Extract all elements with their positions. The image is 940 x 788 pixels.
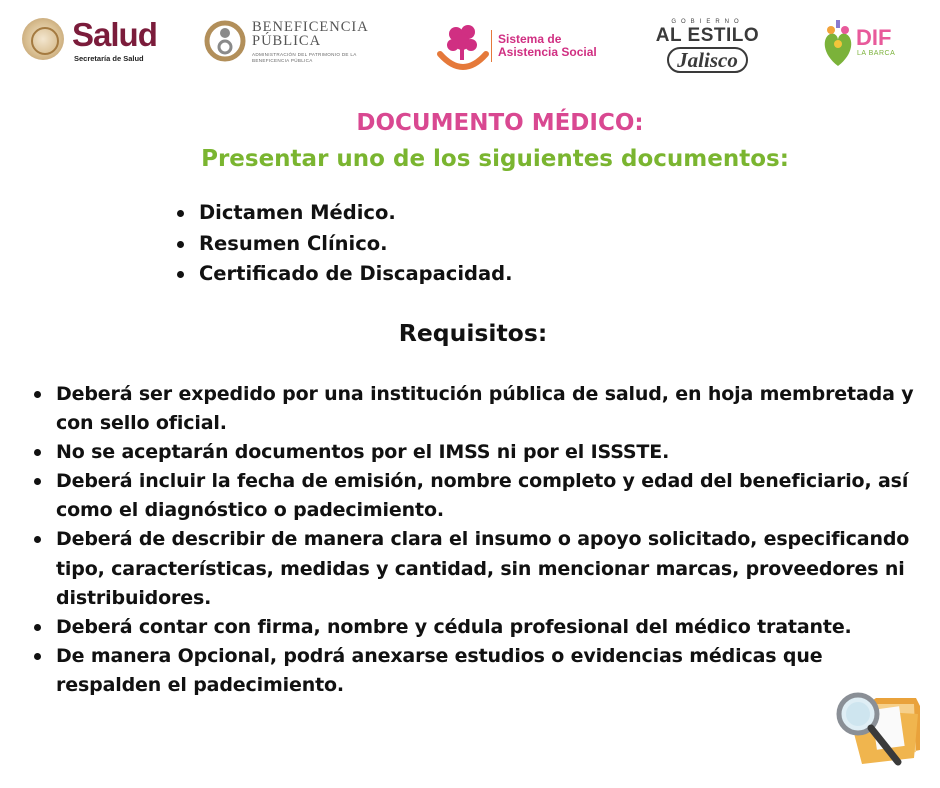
document-option-text: Dictamen Médico.: [199, 201, 396, 224]
requirement-text: Deberá contar con firma, nombre y cédula profesional del médico tratante.: [56, 615, 852, 638]
sistema-divider: [491, 30, 492, 62]
sistema-logo-text: [498, 33, 597, 59]
document-option-text: Certificado de Discapacidad.: [199, 262, 513, 285]
list-item: [32, 613, 927, 642]
salud-logo-subtitle: Secretaría de Salud: [74, 54, 144, 63]
list-item: [32, 642, 927, 700]
document-type-heading: DOCUMENTO MÉDICO:: [356, 110, 644, 136]
bullet-icon: [177, 241, 184, 248]
list-item: [32, 438, 927, 467]
requirement-text: De manera Opcional, podrá anexarse estudios o evidencias médicas que respalden el padecimiento.: [56, 644, 823, 696]
bullet-icon: [34, 653, 41, 660]
accepted-documents-list: [175, 198, 513, 290]
dif-family-icon: [820, 18, 856, 68]
document-option-text: Resumen Clínico.: [199, 231, 388, 255]
list-item: [175, 229, 513, 260]
requirement-text: Deberá de describir de manera clara el insumo o apoyo solicitado, especificando tipo, características, medidas y cantidad, sin mencionar marcas, proveedores ni distribuidores.: [56, 528, 910, 609]
sistema-logo-line2: Asistencia Social: [498, 45, 597, 59]
list-item: [32, 467, 927, 525]
bullet-icon: [34, 478, 41, 485]
jalisco-wordmark: Jalisco: [667, 47, 748, 73]
beneficencia-caption: ADMINISTRACIÓN DEL PATRIMONIO DE LA BENEFICENCIA PÚBLICA: [252, 52, 357, 63]
requirement-text: Deberá ser expedido por una institución pública de salud, en hoja membretada y con sello oficial.: [56, 383, 914, 435]
list-item: [175, 259, 513, 290]
requirements-heading: Requisitos:: [398, 319, 548, 347]
bullet-icon: [34, 449, 41, 456]
bullet-icon: [34, 624, 41, 631]
mexico-seal-icon: [22, 18, 64, 60]
requirement-text: Deberá incluir la fecha de emisión, nombre completo y edad del beneficiario, así como el diagnóstico o padecimiento.: [56, 470, 909, 522]
jalisco-gobierno-label: GOBIERNO: [671, 19, 744, 25]
sistema-flower-icon: [436, 20, 490, 76]
beneficencia-logo: [204, 18, 369, 66]
bullet-icon: [34, 391, 41, 398]
dif-place-label: LA BARCA: [857, 50, 896, 57]
bullet-icon: [34, 536, 41, 543]
beneficencia-emblem-icon: [204, 20, 246, 62]
salud-logo-word: Salud: [72, 16, 157, 53]
requirement-text: No se aceptarán documentos por el IMSS ni por el ISSSTE.: [56, 441, 670, 464]
list-item: [32, 525, 927, 612]
dif-la-barca-logo: [820, 18, 910, 72]
jalisco-logo: [650, 18, 765, 74]
list-item: [175, 198, 513, 229]
beneficencia-title-line2: PÚBLICA: [252, 33, 322, 49]
sistema-asistencia-social-logo: [436, 20, 611, 76]
salud-logo: [22, 16, 167, 66]
jalisco-al-estilo-label: AL ESTILO: [655, 25, 760, 46]
present-documents-heading: Presentar uno de los siguientes documentos:: [201, 146, 789, 172]
folder-magnifier-icon: [828, 688, 924, 770]
bullet-icon: [177, 210, 184, 217]
beneficencia-title-line1: BENEFICENCIA: [252, 19, 369, 35]
requirements-list: [32, 380, 927, 700]
list-item: [32, 380, 927, 438]
bullet-icon: [177, 271, 184, 278]
sistema-logo-line1: Sistema de: [498, 32, 562, 46]
dif-wordmark: DIF: [856, 25, 892, 50]
